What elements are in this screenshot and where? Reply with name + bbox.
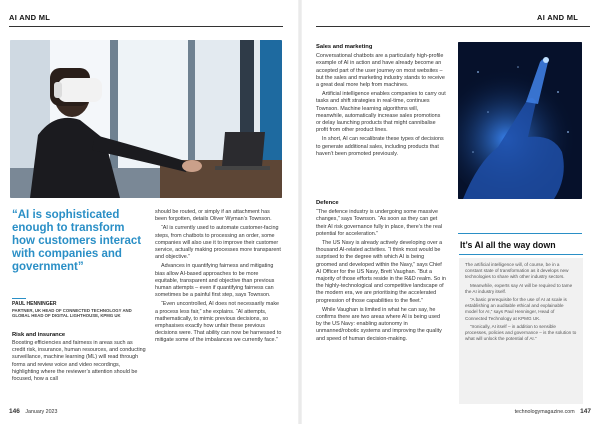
- paragraph: Advances in quantifying fairness and mitigating bias allow AI-based approaches to be more equitable, transparent and objective than previous human attempts – even if quantifying fairness can sometimes be a painful first step, says Townson.: [155, 263, 275, 299]
- defence-heading: Defence: [316, 200, 339, 206]
- attribution-name: PAUL HENNINGER: [12, 301, 57, 307]
- paragraph: “Even uncontrolled, AI does not necessarily make a process less fair,” she explains. “AI attempts, mathematically, to mimic previous decisions, so emphasises exactly how unfair these previous decisions were. That ability can now be harnessed to mitigate some of the imbalances we currently face.”: [155, 301, 282, 344]
- digital-hand-photo: [458, 42, 582, 199]
- sales-column: [316, 44, 446, 160]
- paragraph: “A basic prerequisite for the use of AI at scale is establishing an auditable ethical and explainable model for AI,” says Paul Henninger, Head of Connected Technology at KPMG UK.: [465, 297, 567, 321]
- page-gutter: [298, 0, 302, 424]
- paragraph: Artificial intelligence enables companies to carry out tasks and shift strategies in real-time, continues Townson. Machine learning algorithms will, meanwhile, automatically increase sales promotions or delay launching products that might cannibalise profit from other product lines.: [316, 91, 446, 134]
- page-number-right: 147: [580, 408, 591, 415]
- paragraph: Conversational chatbots are a particularly high-profile example of AI in action and have already become an accepted part of the user journey on most websites – but the sales and marketing industry stands to receive a great deal more help from machines.: [316, 53, 445, 89]
- risk-insurance-heading: Risk and insurance: [12, 332, 66, 338]
- paragraph: The US Navy is already actively developing over a thousand AI-related activities. “I think most would be surprised to the degree with which AI is being groomed and developed within the Navy,” says Chief AI Officer for the US Navy, Brett Vaughan. “But a majority of those efforts reside in the R&D realm. So in the highly-technological and competitive landscape of the modern era, we are prioritising the accelerated progression of those capabilities to the fleet.”: [316, 240, 446, 304]
- vr-headset-photo: [10, 40, 282, 198]
- pull-quote: “AI is sophisticated enough to transform how customers interact with companies and government”: [12, 209, 142, 273]
- left-column-1: [12, 332, 146, 383]
- sales-heading: Sales and marketing: [316, 44, 373, 50]
- risk-insurance-text: Boosting efficiencies and fairness in areas such as credit risk, insurance, human resources, and conducting surveillance, machine learning (ML) will read through forms and review voice and video recordings, highlighting where the reviewer’s attention should be focused, how a call: [12, 340, 146, 383]
- paragraph: In short, AI can recalibrate these types of decisions to generate additional sales, including products that haven’t been promoted previously.: [316, 136, 444, 157]
- header-rule-right: [316, 26, 590, 27]
- page-number-left: 146: [9, 408, 20, 415]
- sidebar-box: [459, 258, 583, 404]
- paragraph: should be routed, or simply if an attachment has been forgotten, details Oliver Wyman’s Townson.: [155, 209, 272, 223]
- left-column-2: [155, 209, 283, 347]
- paragraph: “AI is currently used to automate customer-facing steps, from chatbots to processing an order, some companies will also use it to improve their customer service, actually making processes more transparent and objective.”: [155, 225, 281, 261]
- issue-date: January 2023: [25, 409, 58, 415]
- paragraph: While Vaughan is limited in what he can say, he confirms there are two areas where AI is being used by the US Navy: enabling autonomy in unmanned/robotic systems and improving the quality and speed of human decision-making.: [316, 306, 442, 342]
- defence-column: [316, 200, 446, 345]
- paragraph: Meanwhile, experts say AI will be required to tame the AI industry itself.: [465, 282, 573, 294]
- sidebar-top-rule: [458, 233, 582, 234]
- paragraph: “The defence industry is undergoing some massive changes,” says Townson. “As soon as they can get their AI risk governance fully in place, there’s the real potential for acceleration.”: [316, 209, 443, 237]
- quote-divider: [12, 298, 26, 299]
- left-footer: [9, 408, 57, 415]
- sidebar-title: It’s AI all the way down: [460, 240, 556, 250]
- sidebar-content: [459, 258, 583, 346]
- header-rule-left: [9, 26, 283, 27]
- site-url: technologymagazine.com: [514, 409, 575, 415]
- paragraph: “Ironically, AI itself – in addition to sensible processes, policies and governance – is the solution to what will unlock the potential of AI.”: [465, 323, 577, 342]
- paragraph: The artificial intelligence will, of course, be in a constant state of transformation as it develops new technologies to share with other industry sectors.: [465, 262, 569, 280]
- sidebar-title-rule: [459, 254, 583, 255]
- right-footer: [515, 408, 591, 415]
- attribution-role: PARTNER, UK HEAD OF CONNECTED TECHNOLOGY AND GLOBAL HEAD OF DIGITAL LIGHTHOUSE, KPMG UK: [12, 308, 132, 319]
- section-tag-right: AI AND ML: [537, 13, 579, 22]
- section-tag-left: AI AND ML: [9, 13, 51, 22]
